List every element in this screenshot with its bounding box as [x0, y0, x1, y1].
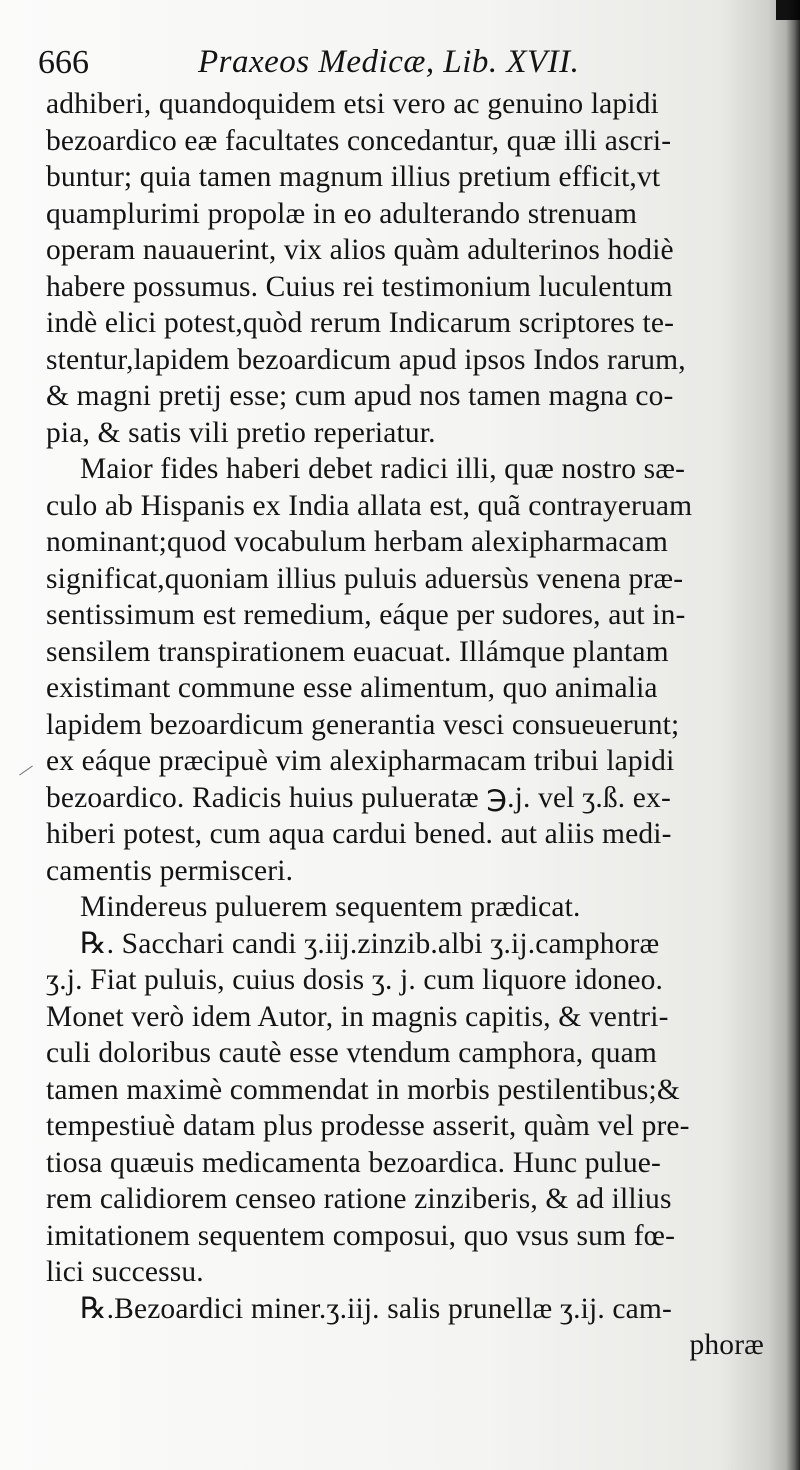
text-line: culi doloribus cautè esse vtendum camphora, quam	[46, 1037, 657, 1069]
text-line: stentur,lapidem bezoardicum apud ipsos Indos rarum,	[46, 343, 686, 376]
text-line: imitationem sequentem composui, quo vsus sum fœ-	[46, 1219, 676, 1252]
text-line: & magni pretij esse; cum apud nos tamen magna co-	[46, 380, 674, 412]
text-line: Maior fides haberi debet radici illi, quæ nostro sæ-	[80, 453, 686, 485]
text-line: nominant;quod vocabulum herbam alexipharmacam	[46, 526, 668, 558]
text-line: sentissimum est remedium, eáque per sudores, aut in-	[46, 599, 686, 631]
text-line: habere possumus. Cuius rei testimonium luculentum	[46, 270, 673, 303]
text-line: adhiberi, quandoquidem etsi vero ac genuino lapidi	[46, 88, 659, 120]
text-line: lapidem bezoardicum generantia vesci consueuerunt;	[46, 708, 680, 741]
text-line: sensilem transpirationem euacuat. Illámque plantam	[46, 635, 669, 668]
text-line: tiosa quæuis medicamenta bezoardica. Hunc pulue-	[46, 1146, 662, 1179]
text-line: culo ab Hispanis ex India allata est, quã contrayeruam	[46, 489, 693, 522]
page-header	[38, 44, 758, 90]
text-line: Monet verò idem Autor, in magnis capitis, & ventri-	[46, 1000, 669, 1033]
margin-mark	[19, 766, 33, 776]
text-line: bezoardico eæ facultates concedantur, quæ illi ascri-	[46, 124, 672, 157]
text-line: pia, & satis vili pretio reperiatur.	[46, 416, 436, 449]
text-line: lici successu.	[46, 1256, 204, 1288]
text-line: bezoardico. Radicis huius pulueratæ ℈.j. vel ʒ.ß. ex-	[46, 781, 671, 814]
text-line: buntur; quia tamen magnum illius pretium efficit,vt	[46, 161, 661, 193]
text-body	[46, 86, 764, 1364]
text-line: Mindereus puluerem sequentem prædicat.	[80, 891, 581, 923]
text-line: hiberi potest, cum aqua cardui bened. aut aliis medi-	[46, 818, 672, 850]
text-line: operam nauauerint, vix alios quàm adulterinos hodiè	[46, 234, 674, 266]
catchword: phoræ	[689, 1329, 764, 1361]
text-line: tempestiuè datam plus prodesse asserit, quàm vel pre-	[46, 1110, 690, 1142]
text-line: ℞. Sacchari candi ʒ.iij.zinzib.albi ʒ.ij.camphoræ	[80, 927, 660, 960]
text-line: ex eáque præcipuè vim alexipharmacam tribui lapidi	[46, 745, 675, 777]
text-line: camentis permisceri.	[46, 854, 294, 887]
text-line: ℞.Bezoardici miner.ʒ.iij. salis prunellæ ʒ.ij. cam-	[80, 1292, 672, 1325]
text-line: indè elici potest,quòd rerum Indicarum scriptores te-	[46, 307, 675, 339]
text-line: rem calidiorem censeo ratione zinziberis, & ad illius	[46, 1183, 672, 1215]
page-gutter-shadow	[786, 0, 800, 1470]
text-line: tamen maximè commendat in morbis pestilentibus;&	[46, 1073, 680, 1106]
running-head: Praxeos Medicæ, Lib. XVII.	[198, 44, 580, 80]
text-line: ʒ.j. Fiat puluis, cuius dosis ʒ. j. cum liquore idoneo.	[46, 964, 664, 996]
text-line: significat,quoniam illius puluis aduersùs venena præ-	[46, 562, 684, 595]
text-line: existimant commune esse alimentum, quo animalia	[46, 672, 658, 704]
page-number: 666	[38, 44, 89, 81]
text-line: quamplurimi propolæ in eo adulterando strenuam	[46, 197, 638, 230]
